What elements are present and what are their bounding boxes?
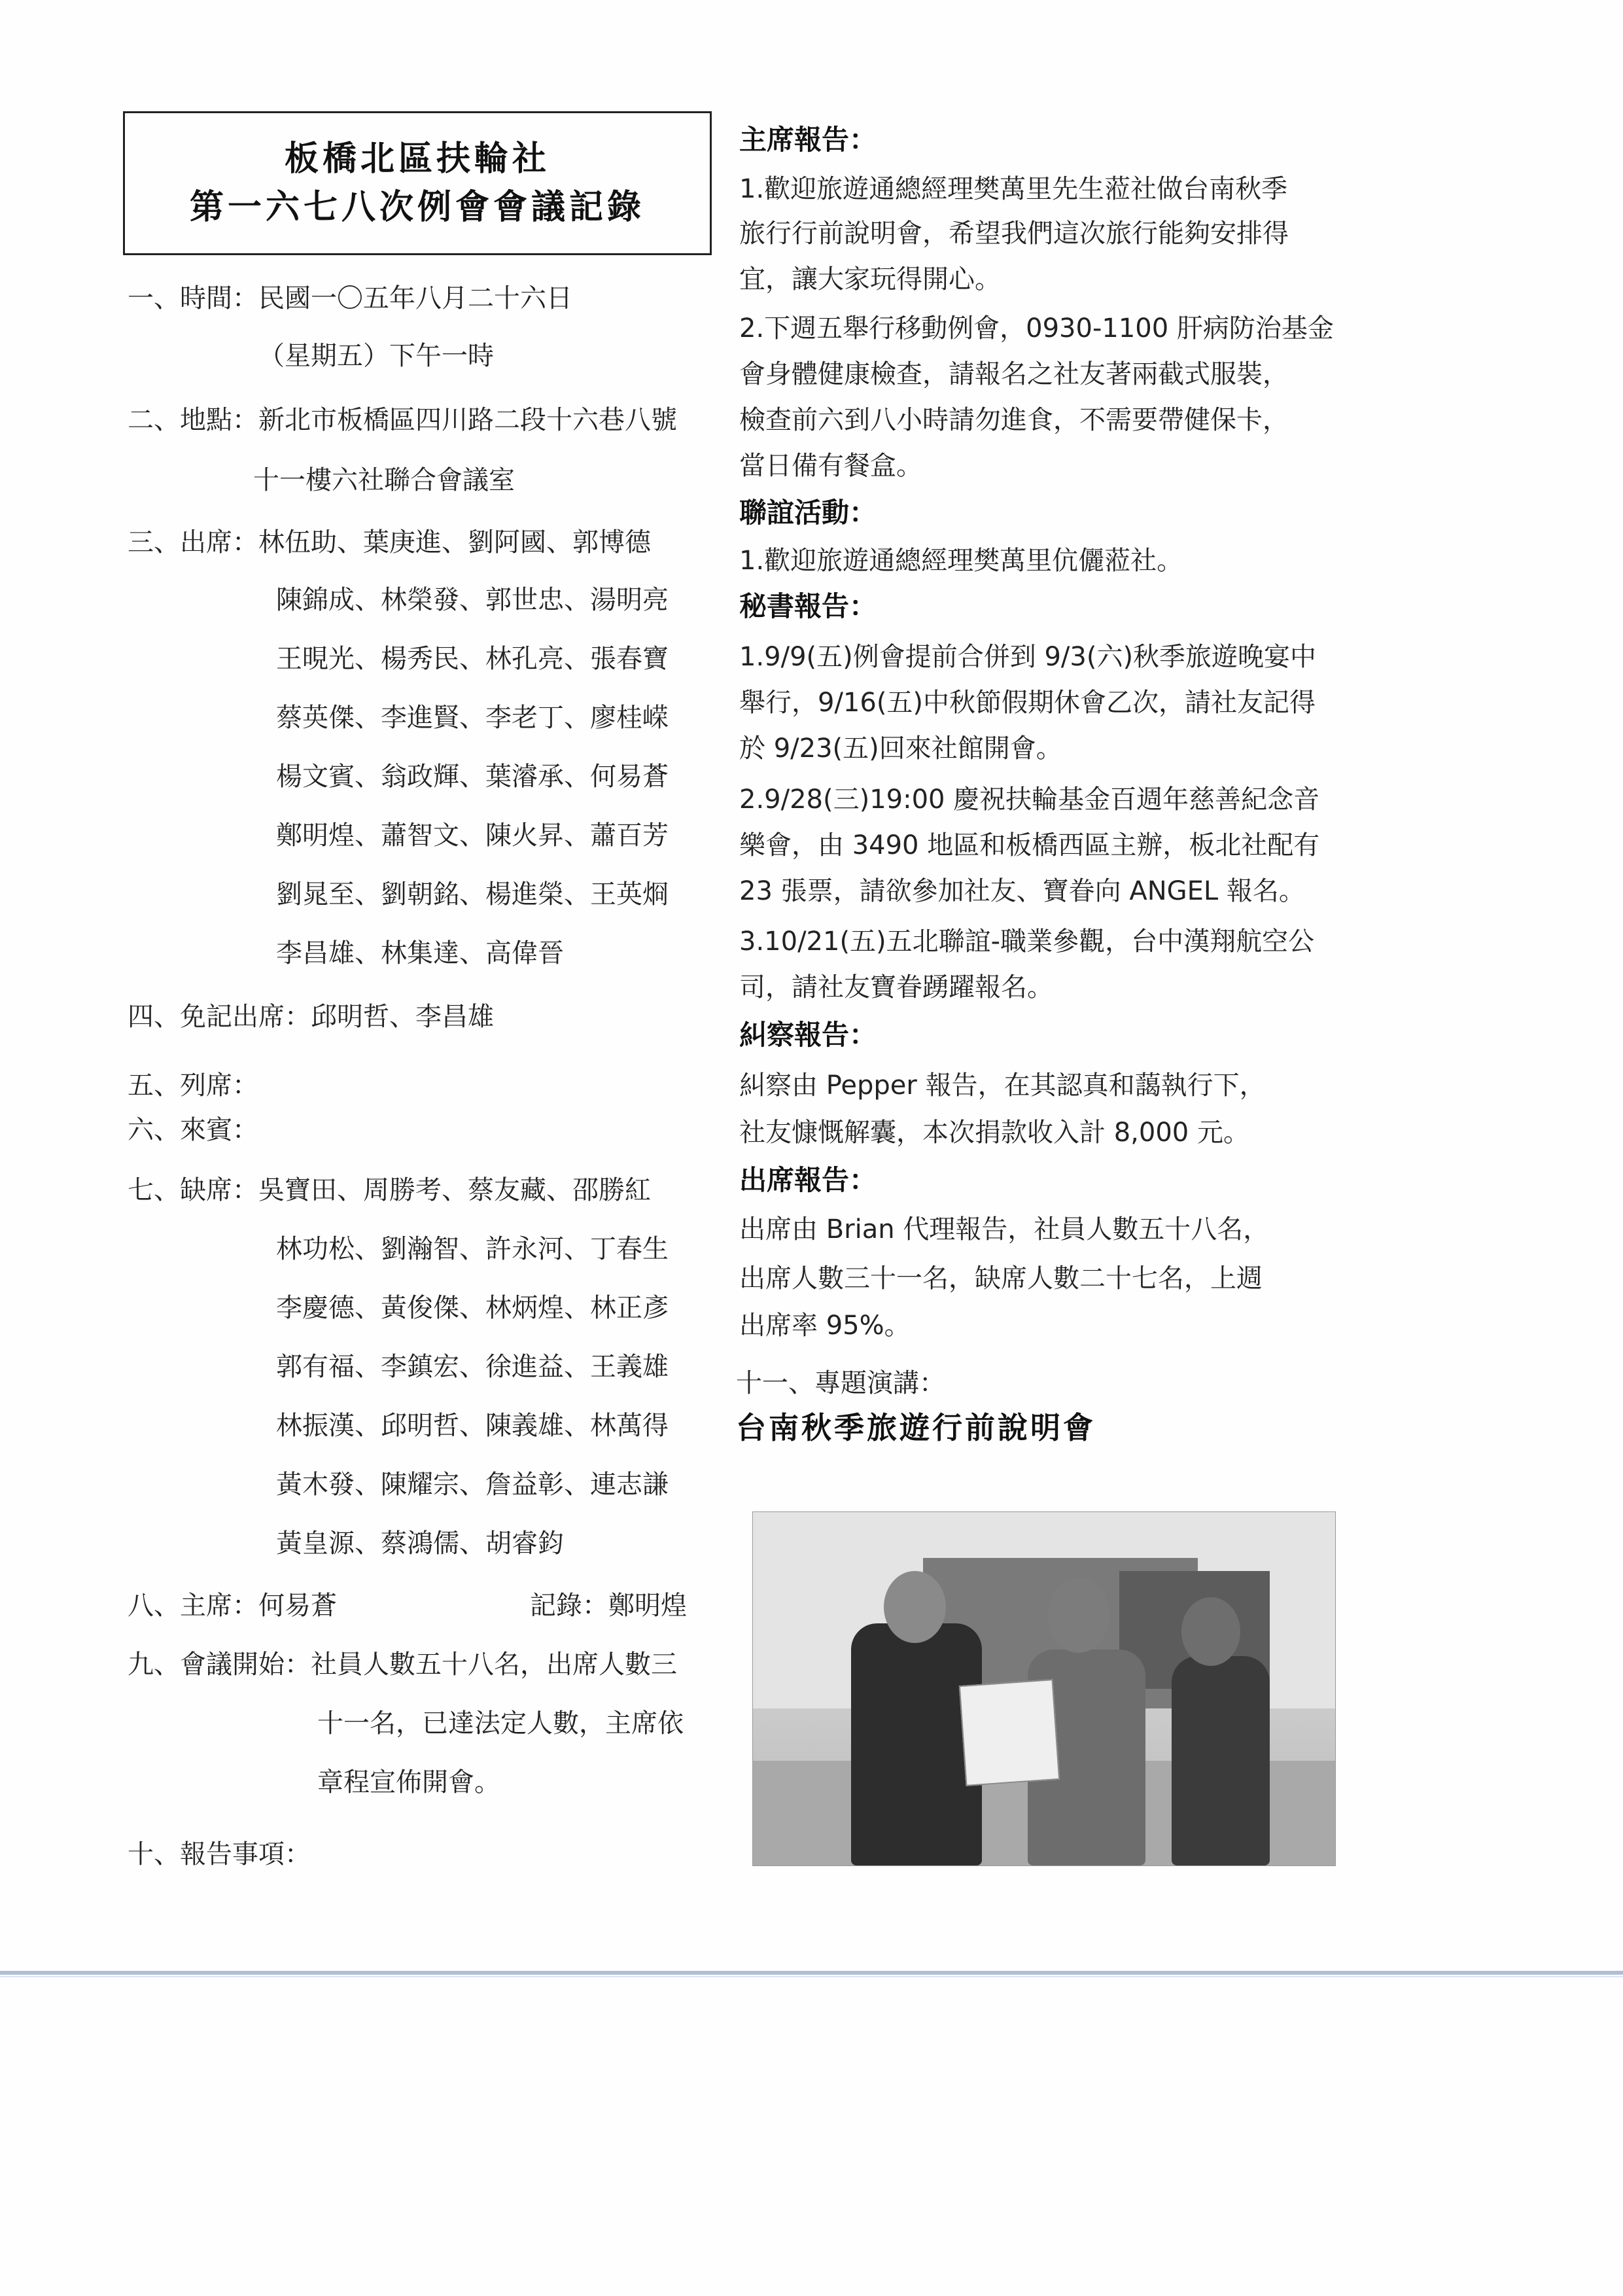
attend-label: 三、出席： — [128, 527, 258, 557]
attend-line: 王晛光、楊秀民、林孔亮、張春寶 — [276, 644, 669, 674]
secretary-line: 樂會，由 3490 地區和板橋西區主辦，板北社配有 — [739, 830, 1320, 860]
guest-label: 六、來賓： — [128, 1115, 258, 1145]
attend-line: 林伍助、葉庚進、劉阿國、郭博德 — [258, 527, 651, 557]
absent-row — [128, 1174, 651, 1206]
sergeant-heading: 糾察報告： — [739, 1019, 877, 1051]
exempt-row — [128, 1001, 494, 1033]
exempt-label: 四、免記出席： — [128, 1002, 311, 1032]
place-value-2: 十一樓六社聯合會議室 — [253, 465, 515, 495]
absent-line: 吳寶田、周勝考、蔡友藏、邵勝紅 — [258, 1175, 651, 1205]
secretary-line: 舉行，9/16(五)中秋節假期休會乙次，請社友記得 — [739, 688, 1316, 718]
attendance-line: 出席由 Brian 代理報告，社員人數五十八名， — [739, 1214, 1270, 1245]
sergeant-line: 糾察由 Pepper 報告，在其認真和藹執行下， — [739, 1070, 1266, 1101]
chair-report-heading: 主席報告： — [739, 124, 877, 156]
time-value-2: （星期五）下午一時 — [258, 341, 494, 371]
chair-report-line: 當日備有餐盒。 — [739, 451, 922, 481]
chair-report-line: 檢查前六到八小時請勿進食，不需要帶健保卡， — [739, 405, 1289, 435]
chair-report-line: 1.歡迎旅遊通總經理樊萬里先生蒞社做台南秋季 — [739, 174, 1288, 204]
page-edge-line — [0, 1971, 1623, 1975]
secretary-line: 3.10/21(五)五北聯誼-職業參觀，台中漢翔航空公 — [739, 927, 1315, 957]
observer-label: 五、列席： — [128, 1070, 258, 1101]
attend-line: 李昌雄、林集達、高偉晉 — [276, 938, 564, 968]
attend-line: 楊文賓、翁政輝、葉濬承、何易蒼 — [276, 762, 669, 792]
recorder-row — [530, 1590, 687, 1621]
meeting-title: 第一六七八次例會會議記錄 — [189, 187, 645, 227]
absent-line: 黃皇源、蔡鴻儒、胡睿鈞 — [276, 1528, 564, 1559]
chair-value: 何易蒼 — [258, 1591, 337, 1621]
title-box — [123, 111, 712, 255]
recorder-value: 鄭明煌 — [608, 1591, 687, 1621]
exempt-value: 邱明哲、李昌雄 — [311, 1002, 494, 1032]
attend-line: 陳錦成、林榮發、郭世忠、湯明亮 — [276, 585, 669, 615]
attendance-line: 出席人數三十一名，缺席人數二十七名，上週 — [739, 1263, 1263, 1294]
secretary-line: 於 9/23(五)回來社館開會。 — [739, 733, 1062, 764]
place-row — [128, 404, 677, 436]
open-line: 章程宣佈開會。 — [317, 1767, 500, 1797]
secretary-line: 司，請社友寶眷踴躍報名。 — [739, 972, 1053, 1002]
place-label: 二、地點： — [128, 405, 258, 435]
fellowship-line: 1.歡迎旅遊通總經理樊萬里伉儷蒞社。 — [739, 546, 1183, 576]
open-line: 十一名，已達法定人數，主席依 — [317, 1708, 684, 1739]
attend-row — [128, 527, 651, 558]
attend-line: 蔡英傑、李進賢、李老丁、廖桂嵘 — [276, 703, 669, 733]
place-value: 新北市板橋區四川路二段十六巷八號 — [258, 405, 677, 435]
report-label: 十、報告事項： — [128, 1839, 311, 1869]
open-row — [128, 1649, 677, 1680]
attendance-heading: 出席報告： — [739, 1164, 877, 1196]
talk-title: 台南秋季旅遊行前說明會 — [736, 1410, 1096, 1445]
chair-label: 八、主席： — [128, 1591, 258, 1621]
person-figure — [1172, 1656, 1270, 1865]
attend-line: 劉晁至、劉朝銘、楊進榮、王英烱 — [276, 879, 669, 910]
chair-report-line: 旅行行前說明會，希望我們這次旅行能夠安排得 — [739, 219, 1289, 249]
open-line: 社員人數五十八名，出席人數三 — [311, 1650, 677, 1680]
time-label: 一、時間： — [128, 283, 258, 313]
absent-line: 黃木發、陳耀宗、詹益彰、連志謙 — [276, 1470, 669, 1500]
recorder-label: 記錄： — [530, 1591, 608, 1621]
secretary-line: 23 張票，請欲參加社友、寶眷向 ANGEL 報名。 — [739, 876, 1305, 906]
person-figure — [851, 1623, 982, 1865]
chair-report-line: 宜，讓大家玩得開心。 — [739, 264, 1001, 294]
talk-label: 十一、專題演講： — [736, 1368, 945, 1398]
secretary-line: 1.9/9(五)例會提前合併到 9/3(六)秋季旅遊晚宴中 — [739, 642, 1317, 672]
time-value: 民國一〇五年八月二十六日 — [258, 283, 572, 313]
chair-report-line: 2.下週五舉行移動例會，0930-1100 肝病防治基金 — [739, 313, 1334, 344]
meeting-photo — [752, 1511, 1336, 1866]
absent-line: 林振漢、邱明哲、陳義雄、林萬得 — [276, 1411, 669, 1441]
club-name: 板橋北區扶輪社 — [284, 139, 550, 179]
secretary-heading: 秘書報告： — [739, 590, 877, 622]
attendance-line: 出席率 95%。 — [739, 1311, 911, 1341]
time-row — [128, 283, 572, 314]
chair-report-line: 會身體健康檢查，請報名之社友著兩截式服裝， — [739, 359, 1289, 389]
sergeant-line: 社友慷慨解囊，本次捐款收入計 8,000 元。 — [739, 1118, 1249, 1148]
open-label: 九、會議開始： — [128, 1650, 311, 1680]
absent-line: 郭有福、李鎮宏、徐進益、王義雄 — [276, 1352, 669, 1382]
absent-line: 李慶德、黃俊傑、林炳煌、林正彥 — [276, 1293, 669, 1323]
absent-line: 林功松、劉瀚智、許永河、丁春生 — [276, 1234, 669, 1264]
attend-line: 鄭明煌、蕭智文、陳火昇、蕭百芳 — [276, 821, 669, 851]
absent-label: 七、缺席： — [128, 1175, 258, 1205]
chair-row — [128, 1590, 337, 1621]
fellowship-heading: 聯誼活動： — [739, 497, 877, 529]
secretary-line: 2.9/28(三)19:00 慶祝扶輪基金百週年慈善紀念音 — [739, 785, 1320, 815]
booklet — [959, 1679, 1060, 1786]
